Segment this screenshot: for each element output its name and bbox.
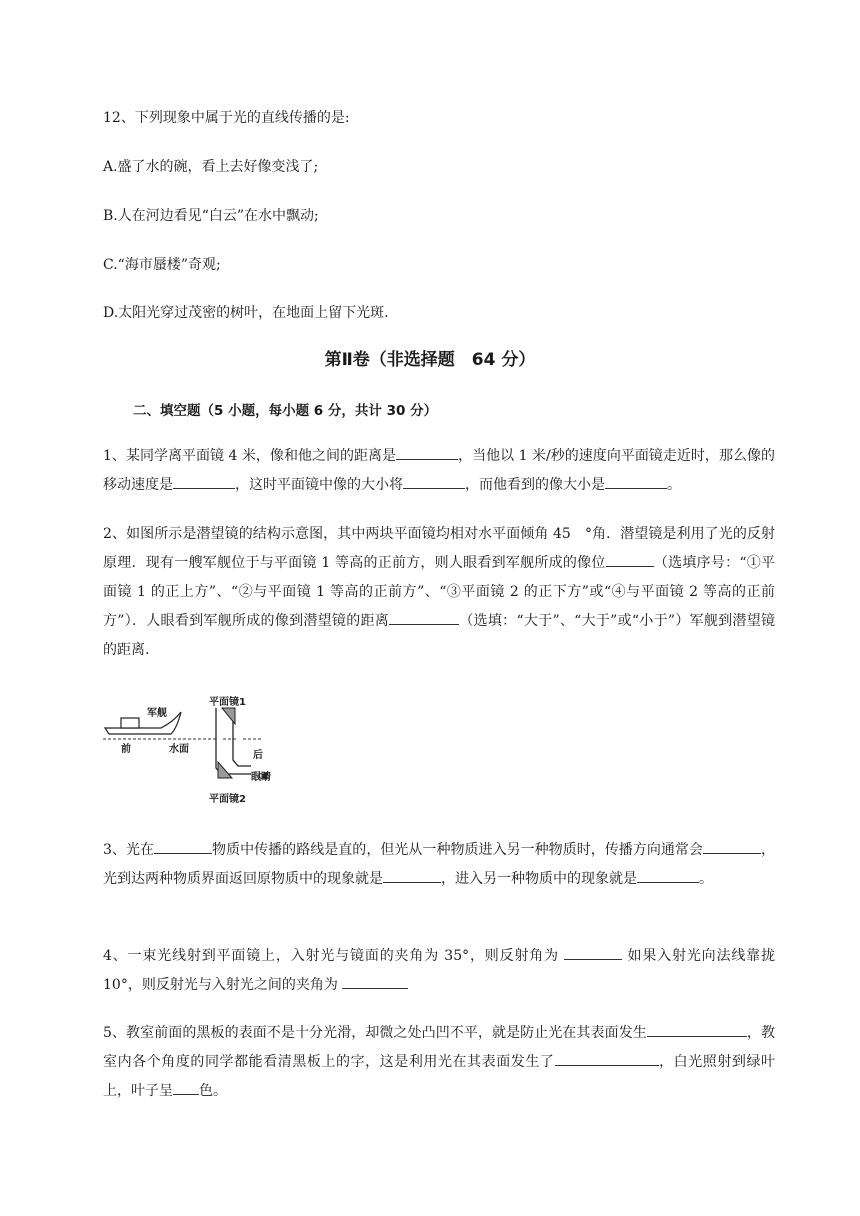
q1-blank-1[interactable] (396, 445, 458, 460)
q2-text-3: （选填：“大于”、“大于”或“小于”）军舰到潜望镜的距离. (103, 613, 775, 658)
q3-text-1: 3、光在 (103, 842, 155, 858)
q5-blank-1[interactable] (647, 1022, 747, 1037)
q3-blank-2[interactable] (703, 839, 761, 854)
mirror-2-shape (218, 762, 232, 778)
q3-blank-1[interactable] (154, 839, 212, 854)
mirror-1-shape (222, 708, 235, 724)
q5-blank-3[interactable] (173, 1080, 199, 1095)
q2-text-2: （选填序号：“①平面镜 1 的正上方”、“②与平面镜 1 等高的正前方”、“③平面镜 2 的正下方”或“④与平面镜 2 等高的正前方”）．人眼看到军舰所成的像到潜望镜的距离 (103, 555, 775, 629)
label-eye: 眼睛 (251, 772, 271, 783)
q4-text-1: 4、一束光线射到平面镜上，入射光与镜面的夹角为 35°，则反射角为 (103, 948, 565, 964)
q1-blank-2[interactable] (173, 474, 235, 489)
q5-blank-2[interactable] (555, 1051, 659, 1066)
q1-blank-3[interactable] (403, 474, 465, 489)
q5-text-4: 色。 (199, 1083, 227, 1099)
q2-text-1: 2、如图所示是潜望镜的结构示意图，其中两块平面镜均相对水平面倾角 45 °角．潜望镜是利用了光的反射原理．现有一艘军舰位于与平面镜 1 等高的正前方，则人眼看到军舰所成的像位 (103, 526, 775, 571)
question-2 (103, 520, 775, 665)
question-3 (103, 836, 775, 894)
q3-text-4: ，进入另一种物质中的现象就是 (441, 871, 637, 887)
section-subtitle: 二、填空题（5 小题，每小题 6 分，共计 30 分） (133, 403, 438, 419)
q3-text-3: ，光到达两种物质界面返回原物质中的现象就是 (103, 842, 775, 887)
q1-text-3: ，这时平面镜中像的大小将 (235, 477, 403, 493)
q2-blank-2[interactable] (389, 610, 459, 625)
q1-text-1: 1、某同学离平面镜 4 米，像和他之间的距离是 (103, 448, 397, 464)
warship-shape (105, 712, 181, 734)
q12-option-a: A.盛了水的碗，看上去好像变浅了; (103, 159, 319, 175)
q5-text-2: ，教室内各个角度的同学都能看清黑板上的字，这是利用光在其表面发生了 (103, 1025, 776, 1070)
q3-blank-3[interactable] (383, 868, 441, 883)
q12-option-d: D.太阳光穿过茂密的树叶，在地面上留下光斑. (103, 305, 389, 321)
label-front: 前 (121, 744, 131, 755)
q5-text-1: 5、教室前面的黑板的表面不是十分光滑，却微之处凸凹不平，就是防止光在其表面发生 (103, 1025, 647, 1041)
warship-cabin (121, 718, 139, 728)
q4-blank-1[interactable] (564, 945, 622, 960)
q12-option-c: C.“海市蜃楼”奇观; (103, 257, 221, 273)
q1-text-2: ，当他以 1 米/秒的速度向平面镜走近时，那么像的移动速度是 (103, 448, 775, 493)
question-4 (103, 942, 775, 1000)
q1-text-4: ，而他看到的像大小是 (465, 477, 605, 493)
q4-text-2: 如果入射光向法线靠拢 10°，则反射光与入射光之间的夹角为 (103, 948, 775, 993)
label-mirror-2: 平面镜2 (209, 794, 246, 805)
q2-blank-1[interactable] (606, 552, 654, 567)
label-water: 水面 (169, 744, 189, 755)
q3-text-2: 物质中传播的路线是直的，但光从一种物质进入另一种物质时，传播方向通常会 (212, 842, 703, 858)
q3-text-5: 。 (699, 871, 713, 887)
q12-option-b: B.人在河边看见“白云”在水中飘动; (103, 208, 319, 224)
label-mirror-1: 平面镜1 (209, 697, 246, 708)
q1-blank-4[interactable] (605, 474, 667, 489)
q1-text-5: 。 (667, 477, 681, 493)
periscope-diagram (101, 694, 271, 810)
label-warship: 军舰 (147, 708, 167, 719)
q3-blank-4[interactable] (637, 868, 699, 883)
section-title: 第Ⅱ卷（非选择题 64 分） (324, 350, 536, 370)
q4-blank-2[interactable] (342, 974, 408, 989)
q12-stem: 12、下列现象中属于光的直线传播的是: (103, 110, 350, 126)
q5-text-3: ，白光照射到绿叶上，叶子呈 (103, 1054, 776, 1099)
question-1 (103, 442, 775, 500)
question-5 (103, 1019, 775, 1106)
label-back: 后 (253, 750, 263, 761)
